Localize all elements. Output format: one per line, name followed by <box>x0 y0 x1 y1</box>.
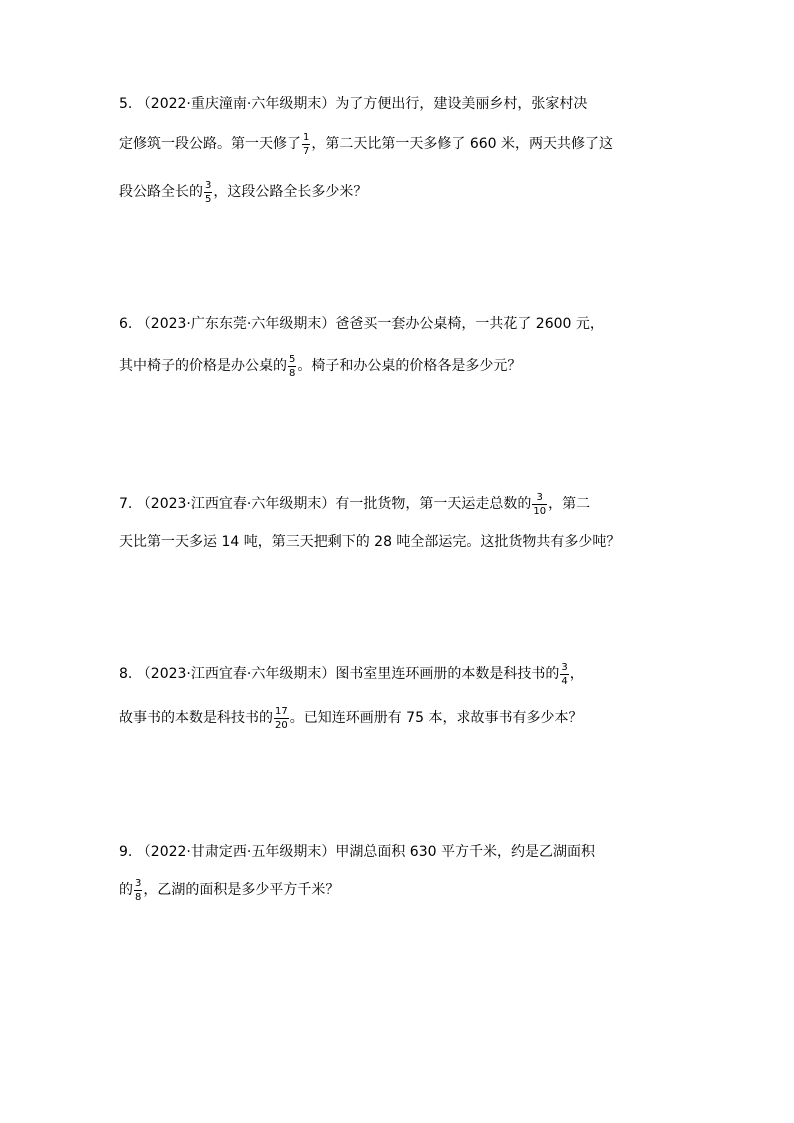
fraction <box>274 706 289 731</box>
text-segment: 。椅子和办公桌的价格各是多少元？ <box>297 358 522 374</box>
text-segment: 定修筑一段公路。第一天修了 <box>119 136 301 152</box>
problem-line <box>119 306 604 342</box>
problem-line <box>119 348 521 384</box>
fraction <box>532 492 547 517</box>
text-segment: ， <box>569 666 584 682</box>
fraction-numerator: 17 <box>275 705 288 717</box>
fraction-bar <box>204 192 212 193</box>
fraction <box>204 180 212 205</box>
text-segment: ，第二 <box>548 496 591 512</box>
fraction <box>134 878 142 903</box>
text-segment: 故事书的本数是科技书的 <box>119 710 273 726</box>
fraction-bar <box>532 504 547 505</box>
problem-line <box>119 126 613 162</box>
problem-line <box>119 872 339 908</box>
fraction-numerator: 3 <box>205 179 212 191</box>
fraction <box>288 354 296 379</box>
fraction-bar <box>288 366 296 367</box>
fraction-numerator: 3 <box>135 877 142 889</box>
problem-line <box>119 174 367 210</box>
text-segment: 其中椅子的价格是办公桌的 <box>119 358 287 374</box>
problem-line <box>119 656 584 692</box>
fraction-numerator: 3 <box>561 661 568 673</box>
fraction-numerator: 5 <box>289 353 296 365</box>
text-segment: 8. （2023·江西宜春·六年级期末）图书室里连环画册的本数是科技书的 <box>119 666 560 682</box>
text-segment: 段公路全长的 <box>119 184 203 200</box>
fraction-bar <box>560 674 568 675</box>
problem-line <box>119 86 587 122</box>
fraction-bar <box>274 718 289 719</box>
text-segment: 天比第一天多运 14 吨，第三天把剩下的 28 吨全部运完。这批货物共有多少吨？ <box>119 534 621 550</box>
text-segment: 5. （2022·重庆潼南·六年级期末）为了方便出行，建设美丽乡村，张家村决 <box>119 96 588 112</box>
fraction <box>560 662 568 687</box>
fraction-bar <box>134 890 142 891</box>
fraction-denominator: 20 <box>275 719 288 731</box>
fraction-denominator: 8 <box>135 891 142 903</box>
text-segment: ，第二天比第一天多修了 660 米，两天共修了这 <box>311 136 613 152</box>
fraction-denominator: 4 <box>561 675 568 687</box>
text-segment: ，这段公路全长多少米？ <box>213 184 368 200</box>
fraction <box>302 132 310 157</box>
text-segment: 的 <box>119 882 133 898</box>
problem-line <box>119 700 582 736</box>
fraction-numerator: 1 <box>303 131 310 143</box>
text-segment: 6. （2023·广东东莞·六年级期末）爸爸买一套办公桌椅，一共花了 2600 元， <box>119 316 604 332</box>
fraction-bar <box>302 144 310 145</box>
text-segment: ，乙湖的面积是多少平方千米？ <box>143 882 340 898</box>
problem-line <box>119 486 590 522</box>
fraction-denominator: 7 <box>303 145 310 157</box>
text-segment: 7. （2023·江西宜春·六年级期末）有一批货物，第一天运走总数的 <box>119 496 532 512</box>
text-segment: 。已知连环画册有 75 本，求故事书有多少本？ <box>289 710 583 726</box>
text-segment: 9. （2022·甘肃定西·五年级期末）甲湖总面积 630 平方千米，约是乙湖面积 <box>119 844 595 860</box>
problem-line <box>119 834 595 870</box>
fraction-denominator: 10 <box>533 505 547 517</box>
fraction-denominator: 8 <box>289 367 296 379</box>
problem-line <box>119 524 620 560</box>
fraction-denominator: 5 <box>205 193 212 205</box>
fraction-numerator: 3 <box>536 491 543 503</box>
